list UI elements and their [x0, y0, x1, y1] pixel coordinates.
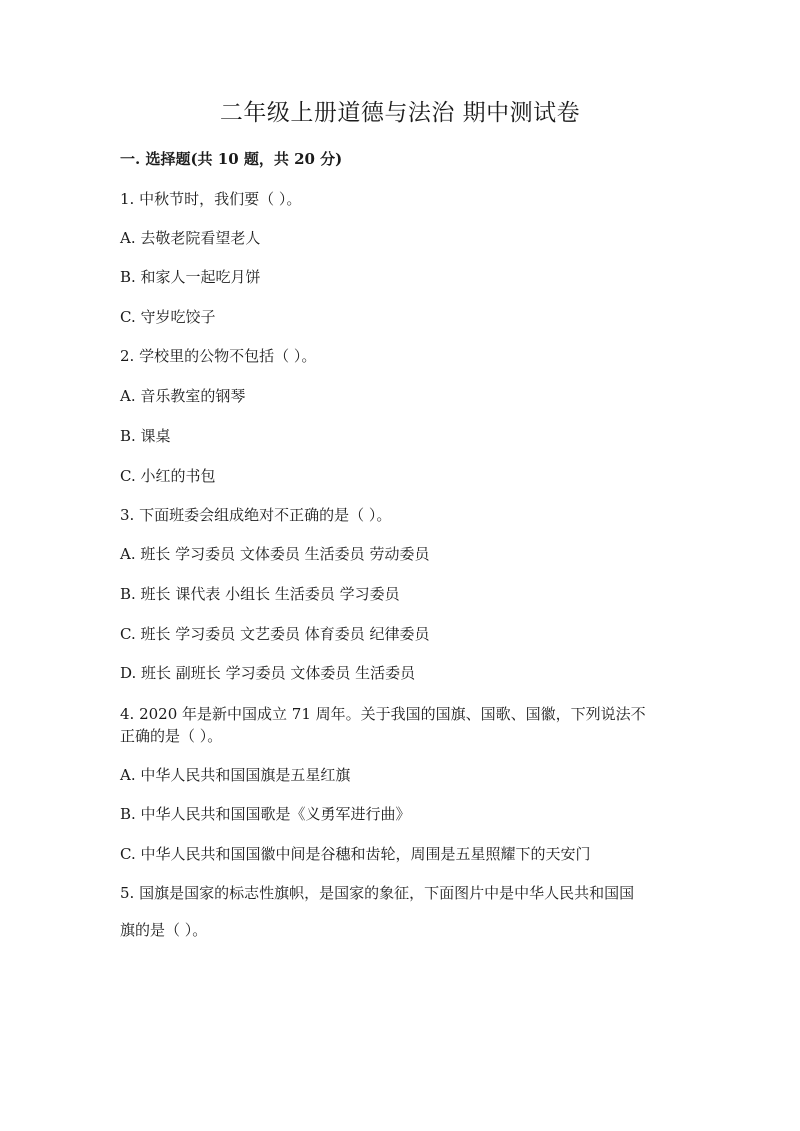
- answer-option: A. 中华人民共和国国旗是五星红旗: [120, 766, 351, 784]
- question-stem: 5. 国旗是国家的标志性旗帜，是国家的象征，下面图片中是中华人民共和国国: [120, 884, 635, 902]
- question-stem: 1. 中秋节时，我们要（ ）。: [120, 190, 302, 208]
- answer-option: C. 班长 学习委员 文艺委员 体育委员 纪律委员: [120, 625, 430, 643]
- answer-option: D. 班长 副班长 学习委员 文体委员 生活委员: [120, 664, 416, 682]
- answer-option: B. 课桌: [120, 427, 171, 445]
- page-title: 二年级上册道德与法治 期中测试卷: [219, 100, 581, 126]
- question-stem-continuation: 正确的是（ ）。: [120, 727, 223, 745]
- question-stem: 2. 学校里的公物不包括（ ）。: [120, 347, 317, 365]
- answer-option: C. 小红的书包: [120, 467, 216, 485]
- answer-option: A. 去敬老院看望老人: [120, 229, 261, 247]
- answer-option: A. 音乐教室的钢琴: [120, 387, 246, 405]
- question-stem: 3. 下面班委会组成绝对不正确的是（ ）。: [120, 506, 392, 524]
- answer-option: B. 班长 课代表 小组长 生活委员 学习委员: [120, 585, 400, 603]
- answer-option: B. 中华人民共和国国歌是《义勇军进行曲》: [120, 805, 411, 823]
- answer-option: A. 班长 学习委员 文体委员 生活委员 劳动委员: [120, 545, 430, 563]
- question-stem-continuation: 旗的是（ ）。: [120, 921, 208, 939]
- answer-option: C. 守岁吃饺子: [120, 308, 216, 326]
- answer-option: C. 中华人民共和国国徽中间是谷穗和齿轮，周围是五星照耀下的天安门: [120, 845, 591, 863]
- section-heading: 一. 选择题(共 10 题，共 20 分): [120, 150, 343, 168]
- question-stem: 4. 2020 年是新中国成立 71 周年。关于我国的国旗、国歌、国徽，下列说法不: [120, 705, 646, 723]
- answer-option: B. 和家人一起吃月饼: [120, 268, 261, 286]
